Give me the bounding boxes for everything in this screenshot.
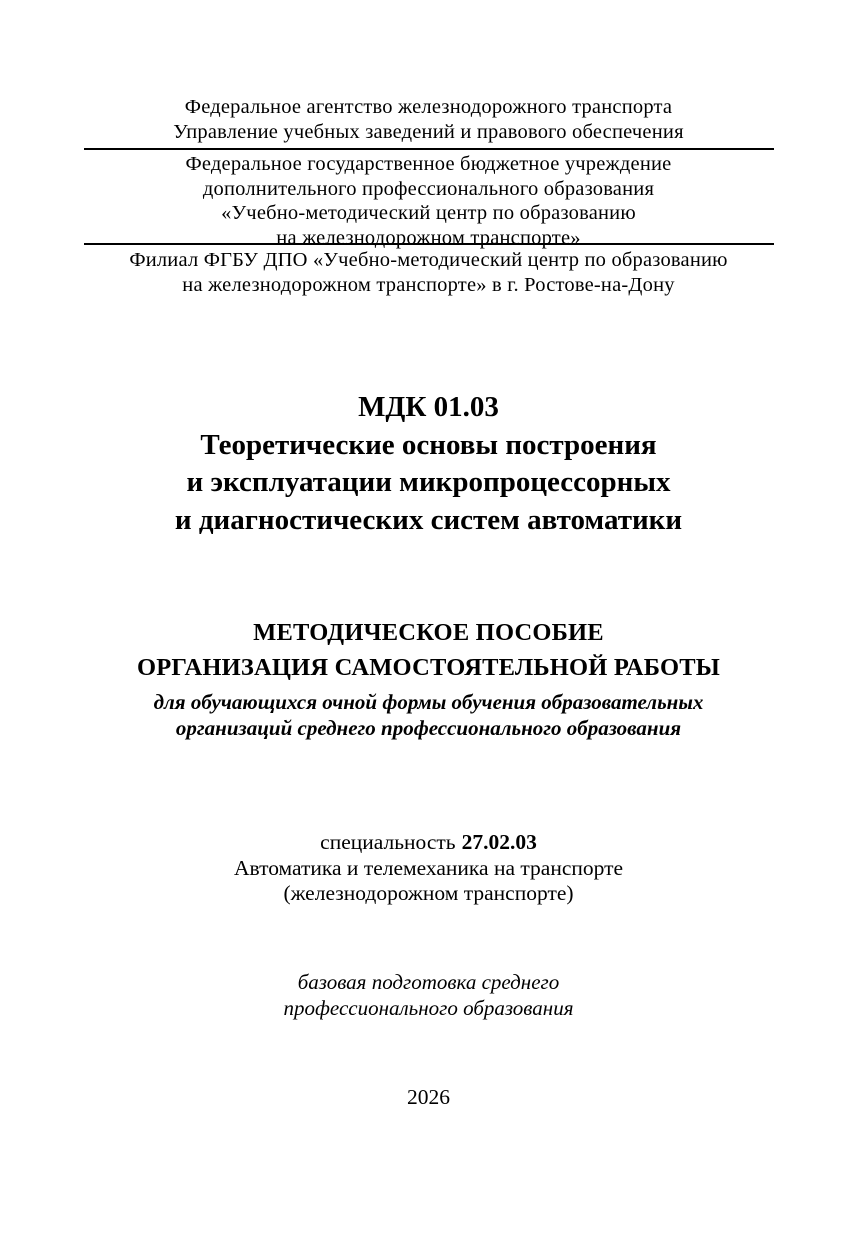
audience-line: организаций среднего профессионального образования <box>175 716 682 740</box>
manual-type-line: ОРГАНИЗАЦИЯ САМОСТОЯТЕЛЬНОЙ РАБОТЫ <box>136 653 721 681</box>
course-title-line: и диагностических систем автоматики <box>174 503 683 536</box>
course-title-line: и эксплуатации микропроцессорных <box>186 466 671 498</box>
specialty-code: 27.02.03 <box>461 830 537 854</box>
audience-block <box>0 689 857 741</box>
divider-line-top <box>84 148 774 150</box>
institution-line: Федеральное государственное бюджетное учреждение <box>185 153 672 175</box>
training-form-line: базовая подготовка среднего <box>297 970 560 994</box>
agency-line: Федеральное агентство железнодорожного транспорта <box>184 96 673 118</box>
course-title-line: Теоретические основы построения <box>200 428 657 461</box>
manual-type-block <box>0 616 857 685</box>
course-code: МДК 01.03 <box>358 391 499 423</box>
institution-line: дополнительного профессионального образования <box>202 177 655 200</box>
branch-line: Филиал ФГБУ ДПО «Учебно-методический центр по образованию <box>129 249 728 271</box>
agency-line: Управление учебных заведений и правового обеспечения <box>173 120 684 143</box>
audience-line: для обучающихся очной формы обучения образовательных <box>153 690 704 714</box>
publication-year: 2026 <box>407 1085 450 1109</box>
specialty-name-line: Автоматика и телемеханика на транспорте <box>233 855 624 880</box>
institution-line: на железнодорожном транспорте» <box>276 226 581 249</box>
branch-line: на железнодорожном транспорте» в г. Ростове-на-Дону <box>182 273 675 296</box>
divider-line-bottom <box>84 243 774 245</box>
specialty-heading <box>0 830 857 856</box>
course-title <box>0 389 857 539</box>
specialty-name-line: (железнодорожном транспорте) <box>283 881 574 905</box>
institution-line: «Учебно-методический центр по образованию <box>221 202 636 224</box>
specialty-block <box>0 830 857 907</box>
manual-type-line: МЕТОДИЧЕСКОЕ ПОСОБИЕ <box>253 619 604 646</box>
agency-block <box>0 95 857 144</box>
training-form-line: профессионального образования <box>283 995 574 1020</box>
branch-block <box>0 248 857 297</box>
training-form-block <box>0 970 857 1021</box>
specialty-label: специальность <box>320 830 456 854</box>
institution-block <box>0 152 857 250</box>
